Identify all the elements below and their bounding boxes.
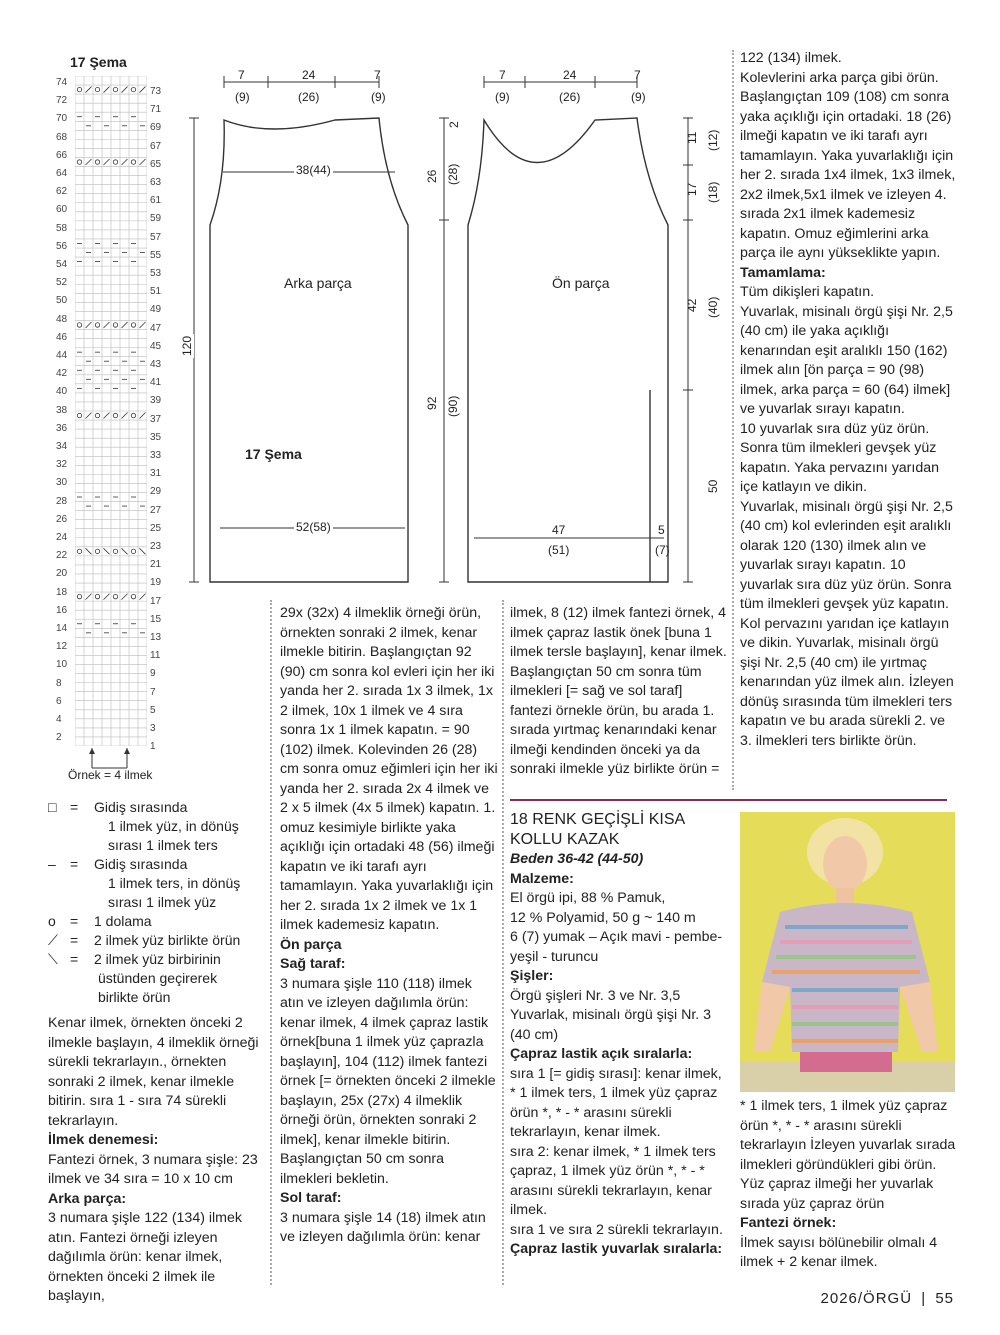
legend-text-line: Gidiş sırasında [94,799,188,815]
chart-row-label-left: 12 [56,641,68,653]
decrease-symbol [140,159,146,165]
decrease-symbol [86,548,92,554]
front-top-dim-alt-2: (26) [559,90,581,104]
paragraph: Kolevlerini arka parça gibi örün. Başlangıçtan 109 (108) cm sonra yaka açıklığı için ortadaki. 18 (26) ilmeği kapatın ve iki tarafı ayrı tamamlayın. Yaka yuvarlaklığı için her 2. sırada 1x4 ilmek, 1x3 ilmek, 2x2 ilmek,5x1 ilmek ve izleyen 4. sırada 2x1 ilmek kademesiz kapatın. Omuz eğimlerini arka parça ile aynı yükseklikte yapın. [740,69,956,261]
chart-row-label-left: 40 [56,386,68,398]
chart-row-label-right: 23 [150,541,162,552]
heading-left-side: Sol taraf: [280,1190,342,1206]
legend-symbol: o [48,913,56,929]
yarn-over-symbol [95,87,99,91]
legend-text [88,912,152,931]
back-bottom-label: 52(58) [296,520,331,534]
decrease-symbol [140,594,146,600]
yarn-over-symbol [77,594,81,598]
yarn-over-symbol [131,413,135,417]
materials-line: El örgü ipi, 88 % Pamuk, [510,890,666,906]
chart-row-label-right: 65 [150,158,162,170]
chart-row-label-left: 70 [56,113,68,125]
legend-text-line: sırası 1 ilmek ters [108,837,218,853]
chart-legend [48,798,240,1007]
decrease-symbol [104,322,110,328]
chart-row-label-right: 33 [150,450,162,461]
paragraph: 122 (134) ilmek. [740,50,842,66]
heading-gauge: İlmek denemesi: [48,1132,159,1148]
legend-text-line: üstünden geçirerek [98,970,218,986]
chart-row-label-left: 56 [56,240,68,252]
back-top-dim-1: 7 [238,68,245,82]
repeat-label: Örnek = 4 ilmek [68,768,153,782]
decrease-symbol [122,322,128,328]
decrease-symbol [140,413,146,419]
chart-row-label-right: 47 [150,322,162,334]
decrease-symbol [104,159,110,165]
decrease-symbol [86,87,92,93]
legend-text-line: 1 dolama [94,913,152,929]
chart-row-label-right: 55 [150,249,162,261]
back-piece-label: Arka parça [284,275,352,291]
chart-row-label-right: 31 [150,468,162,480]
legend-symbol: ⟋ [48,932,58,948]
chart-row-label-right: 21 [150,559,162,571]
front-top-dim-3: 7 [634,68,641,82]
chart-row-label-left: 6 [56,695,62,707]
text-column-2 [280,604,498,1248]
decrease-symbol [86,159,92,165]
front-top-dim-2: 24 [563,68,577,82]
paragraph: Yuvarlak, misinalı örgü şişi Nr. 2,5 (40 cm) kol evlerinden eşit aralıklı olarak 120 (130) ilmek alın ve yuvarlak sırayı kapatın. 10 yuvarlak sıra düz yüz örün. Sonra tüm ilmekleri gevşek yüz kapatın. Kol pervazını yarıdan içe katlayın ve dikin. Yuvarlak, misinalı örgü şişi Nr. 2,5 (40 cm) ile yırtmaç kenarından yüz ilmek alın. İzleyen dönüş sırasında tüm ilmekleri ters kapatın ve bu arada sürekli 2. ve 3. ilmekleri ters birlikte örün. [740,498,954,749]
page-number: 55 [935,1290,954,1307]
front-bottom-slit-alt: (7) [655,543,670,557]
chart-row-label-left: 36 [56,422,68,434]
chart-row-label-left: 4 [56,714,62,725]
front-body-alt: (90) [446,395,460,417]
chart-row-label-right: 1 [150,741,156,753]
legend-entry [48,931,240,950]
front-piece-schematic [420,60,730,590]
chart-row-label-left: 50 [56,295,68,307]
chart-row-label-right: 7 [150,686,156,698]
front-right-dim-6: (40) [706,296,720,318]
size-line: Beden 36-42 (44-50) [510,851,644,867]
paragraph: sıra 1 [= gidiş sırası]: kenar ilmek, * 1 ilmek ters, 1 ilmek yüz çapraz örün *, * - * arasını sürekli tekrarlayın, kenar ilmek. [510,1065,722,1140]
chart-row-label-left: 10 [56,659,68,671]
paragraph: Kenar ilmek, örnekten önceki 2 ilmekle başlayın, 4 ilmeklik örneği sürekli tekrarlayın., örnekten sonraki 2 ilmek, kenar ilmekle bitirin. sıra 1 - sıra 74 sürekli tekrarlayın. [48,1015,259,1129]
chart-row-label-left: 74 [56,77,68,88]
decrease-symbol [122,548,128,554]
chart-row-label-right: 15 [150,613,162,625]
legend-text [88,798,239,855]
legend-text-line: 2 ilmek yüz birbirinin [94,951,221,967]
chart-row-label-right: 73 [150,86,162,97]
yarn-over-symbol [131,87,135,91]
column-divider [732,50,734,790]
needles-line: Yuvarlak, misinalı örgü şişi Nr. 3 [510,1007,712,1023]
chart-row-label-left: 46 [56,331,68,343]
yarn-over-symbol [113,549,117,553]
text-column-4b [740,1097,956,1273]
heading-right-side: Sağ taraf: [280,956,346,972]
section-title-line1: 18 RENK GEÇİŞLİ KISA [510,811,686,828]
chart-row-label-left: 62 [56,186,68,198]
yarn-over-symbol [131,549,135,553]
front-right-dim-1: 11 [685,131,699,144]
column-divider [270,600,272,1285]
chart-row-label-right: 3 [150,723,156,734]
chart-row-label-right: 69 [150,122,162,134]
legend-text-line: sırası 1 ilmek yüz [108,894,217,910]
front-bottom-main: 47 [552,523,566,537]
back-piece-schematic [180,60,420,590]
front-neck-drop: 2 [447,121,461,128]
back-top-dim-alt-2: (26) [298,90,320,104]
chart-row-label-left: 32 [56,459,68,471]
chart-row-label-left: 38 [56,404,68,416]
front-top-dim-alt-3: (9) [631,90,646,104]
chart-row-label-right: 19 [150,577,162,589]
legend-symbol: – [48,856,56,872]
chart-row-label-right: 59 [150,213,162,225]
front-piece-label: Ön parça [552,275,610,291]
chart-row-label-left: 2 [56,732,62,744]
legend-equals: = [70,932,79,948]
back-width-label: 38(44) [296,163,331,177]
yarn-over-symbol [77,549,81,553]
decrease-symbol [86,322,92,328]
chart-row-label-right: 35 [150,431,162,443]
decrease-symbol [104,548,110,554]
legend-equals: = [70,951,79,967]
front-armhole-alt: (28) [446,163,460,185]
column-divider [502,600,504,1285]
chart-row-label-left: 8 [56,677,62,689]
paragraph: Tüm dikişleri kapatın. [740,284,875,300]
chart-row-label-right: 61 [150,195,162,207]
chart-title: 17 Şema [70,54,127,70]
chart-row-label-left: 54 [56,259,68,270]
back-top-dim-3: 7 [374,68,381,82]
chart-row-label-left: 24 [56,532,68,543]
legend-entry [48,855,240,912]
chart-row-label-left: 30 [56,477,68,489]
chart-row-label-left: 28 [56,495,68,507]
legend-entry [48,798,240,855]
front-top-dim-1: 7 [499,68,506,82]
heading-pattern: Fantezi örnek: [740,1215,837,1231]
legend-entry [48,912,240,931]
front-right-dim-2: (12) [706,129,720,151]
front-right-dim-4: (18) [706,181,720,203]
issue-label: 2026/ÖRGÜ [820,1290,913,1307]
chart-row-label-left: 20 [56,568,68,580]
chart-row-label-right: 17 [150,595,162,607]
chart-row-label-left: 44 [56,350,68,361]
chart-row-label-left: 34 [56,441,68,452]
yarn-over-symbol [95,549,99,553]
yarn-over-symbol [77,160,81,164]
decrease-symbol [140,322,146,328]
heading-rib-round: Çapraz lastik yuvarlak sıralarla: [510,1241,723,1257]
chart-row-label-left: 14 [56,623,68,634]
chart-row-label-right: 49 [150,304,162,316]
decrease-symbol [122,159,128,165]
chart-row-label-right: 71 [150,104,162,116]
decrease-symbol [122,594,128,600]
paragraph: 3 numara şişle 110 (118) ilmek atın ve izleyen dağılımla örün: kenar ilmek, 4 ilmek çapraz lastik örnek[buna 1 ilmek yüz çaprazla başlayın], 104 (112) ilmek fantezi örnek [= örnekten önceki 2 ilmekle başlayın, 25x (27x) 4 ilmeklik örneği örün, örnekten sonraki 2 ilmek], kenar ilmekle bitirin. Başlangıçtan 50 cm sonra ilmekleri bekletin. [280,975,496,1187]
decrease-symbol [122,87,128,93]
chart-row-label-right: 53 [150,268,162,279]
page-footer [821,1290,954,1307]
chart-row-label-left: 22 [56,550,68,562]
legend-text [88,855,240,912]
chart-row-label-right: 67 [150,140,162,152]
legend-equals: = [70,913,79,929]
paragraph: 10 yuvarlak sıra düz yüz örün. Sonra tüm ilmekleri gevşek yüz kapatın. Yaka pervazını yarıdan içe katlayın ve dikin. [740,420,940,495]
model-photo [740,812,955,1092]
chart-row-label-right: 51 [150,286,162,298]
yarn-over-symbol [113,87,117,91]
paragraph: 3 numara şişle 14 (18) ilmek atın ve izleyen dağılımla örün: kenar [280,1209,486,1245]
chart-row-label-right: 11 [150,650,161,662]
legend-text-line: 1 ilmek ters, in dönüş [108,875,241,891]
front-bottom-main-alt: (51) [548,543,570,557]
decrease-symbol [104,594,110,600]
chart-row-label-left: 16 [56,604,68,616]
front-right-dim-7: 50 [706,479,720,493]
needles-line: Örgü şişleri Nr. 3 ve Nr. 3,5 [510,987,681,1004]
chart-row-label-left: 52 [56,277,68,289]
materials-line: 6 (7) yumak – Açık mavi - pembe- [510,929,723,945]
chart-row-label-right: 5 [150,704,156,716]
legend-text-line: Gidiş sırasında [94,856,188,872]
chart-row-label-right: 39 [150,395,162,407]
chart-row-label-left: 58 [56,222,68,234]
yarn-over-symbol [95,160,99,164]
yarn-over-symbol [113,160,117,164]
yarn-over-symbol [131,323,135,327]
yarn-over-symbol [95,413,99,417]
materials-line: yeşil - turuncu [510,948,599,965]
chart-row-label-left: 68 [56,131,68,143]
legend-equals: = [70,799,79,815]
chart-row-label-right: 43 [150,359,162,370]
text-column-3 [510,604,728,780]
text-column-1 [48,1014,266,1307]
footer-separator: | [921,1290,927,1307]
front-bottom-slit: 5 [658,523,665,537]
yarn-over-symbol [113,323,117,327]
legend-symbol: □ [48,799,57,815]
needles-line: (40 cm) [510,1026,559,1043]
heading-front-piece: Ön parça [280,936,342,953]
chart-row-label-right: 27 [150,504,162,516]
chart-row-label-left: 60 [56,204,68,216]
yarn-over-symbol [113,413,117,417]
decrease-symbol [122,413,128,419]
front-right-dim-5: 42 [685,298,699,312]
legend-entry [48,950,240,1007]
decrease-symbol [140,87,146,93]
model-sweater-illustration [740,812,955,1092]
section-divider [510,799,947,801]
chart-row-label-right: 25 [150,522,162,534]
paragraph: 29x (32x) 4 ilmeklik örneği örün, örnekten sonraki 2 ilmek, kenar ilmekle bitirin. Başlangıçtan 92 (90) cm sonra kol evleri için her iki yanda her 2. sırada 1x 3 ilmek, 1x 2 ilmek, 10x 1 ilmek ve 4 sıra sonra 1x 1 ilmek kapatın. = 90 (102) ilmek. Kolevinden 26 (28) cm sonra omuz eğimleri için her iki yanda her 2. sırada 2x 4 ilmek ve 2 x 5 ilmek (4x 5 ilmek) kapatın. 1. omuz kesimiyle birlikte yaka açıklığı için ortadaki 48 (56) ilmeği kapatın ve iki tarafı ayrı tamamlayın. Yaka yuvarlaklığı için her 2. sırada 1x 2 ilmek ve 1x 1 ilmek kademesiz kapatın. [280,605,498,933]
front-right-dim-3: 17 [685,182,699,196]
legend-text-line: 2 ilmek yüz birlikte örün [94,932,241,948]
paragraph: Yuvarlak, misinalı örgü şişi Nr. 2,5 (40 cm) ile yaka açıklığı kenarından eşit aralıklı 150 (162) ilmek alın [ön parça = 90 (98) ilmek, arka parça = 60 (64) ilmek] ve yuvarlak sırayı kapatın. [740,303,953,417]
chart-row-label-left: 72 [56,95,68,107]
paragraph: sıra 1 ve sıra 2 sürekli tekrarlayın. [510,1221,723,1238]
back-height-label: 120 [180,335,194,356]
text-column-4 [740,49,956,751]
paragraph: sıra 2: kenar ilmek, * 1 ilmek ters çapraz, 1 ilmek yüz örün *, * - * arasını sürekli tekrarlayın, kenar ilmek. [510,1143,716,1218]
legend-text-line: birlikte örün [98,989,171,1005]
chart-row-label-right: 9 [150,668,156,680]
chart-row-label-left: 64 [56,168,68,179]
paragraph: İlmek sayısı bölünebilir olmalı 4 ilmek + 2 kenar ilmek. [740,1234,938,1270]
yarn-over-symbol [95,323,99,327]
back-chart-ref: 17 Şema [245,446,302,462]
chart-row-label-right: 41 [150,377,162,389]
chart-row-label-right: 57 [150,231,162,243]
yarn-over-symbol [131,594,135,598]
section-title-line2: KOLLU KAZAK [510,831,620,848]
paragraph: ilmek, 8 (12) ilmek fantezi örnek, 4 ilmek çapraz lastik önek [buna 1 ilmek tersle başlayın], kenar ilmek. Başlangıçtan 50 cm sonra tüm ilmekleri [= sağ ve sol taraf] fantezi örnekle örün, bu arada 1. sırada yırtmaç kenarındaki kenar ilmeği kendinden önceki ya da sonraki ilmekle yüz birlikte örün = [510,605,727,777]
legend-symbol: ⟍ [48,951,58,967]
repeat-arrows [85,746,145,770]
front-top-dim-alt-1: (9) [495,90,510,104]
chart-row-label-left: 42 [56,368,68,380]
back-top-dim-2: 24 [302,68,316,82]
back-top-dim-alt-3: (9) [371,90,386,104]
legend-text [88,950,221,1007]
yarn-over-symbol [113,594,117,598]
legend-text [88,931,240,950]
legend-text-line: 1 ilmek yüz, in dönüş [108,818,239,834]
heading-materials: Malzeme: [510,870,574,887]
front-body: 92 [425,396,439,410]
yarn-over-symbol [95,594,99,598]
back-top-dim-alt-1: (9) [235,90,250,104]
heading-finishing: Tamamlama: [740,264,826,281]
heading-rib: Çapraz lastik açık sıralarla: [510,1046,693,1062]
yarn-over-symbol [77,413,81,417]
yarn-over-symbol [77,87,81,91]
materials-line: 12 % Polyamid, 50 g ~ 140 m [510,909,696,926]
paragraph: 3 numara şişle 122 (134) ilmek atın. Fantezi örneği izleyen dağılımla örün: kenar ilmek, örnekten önceki 2 ilmek ile başlayın, [48,1210,242,1304]
yarn-over-symbol [77,323,81,327]
decrease-symbol [86,594,92,600]
legend-equals: = [70,856,79,872]
yarn-over-symbol [131,160,135,164]
decrease-symbol [104,413,110,419]
chart-row-label-right: 13 [150,632,162,643]
knitting-chart-grid [75,76,147,746]
chart-row-label-left: 48 [56,313,68,325]
chart-row-label-right: 37 [150,413,162,425]
heading-back-piece: Arka parça: [48,1190,127,1207]
chart-row-label-right: 45 [150,340,162,352]
section-18 [510,810,728,1260]
chart-row-label-left: 26 [56,513,68,525]
paragraph: * 1 ilmek ters, 1 ilmek yüz çapraz örün *, * - * arasını sürekli tekrarlayın İzleyen yuvarlak sırada ilmekleri göründükleri gibi örün. Yüz çapraz ilmeği her yuvarlak sırada yüz çapraz örün [740,1098,956,1212]
decrease-symbol [104,87,110,93]
front-armhole: 26 [425,169,439,183]
heading-needles: Şişler: [510,968,554,984]
chart-row-label-left: 18 [56,586,68,598]
paragraph: Fantezi örnek, 3 numara şişle: 23 ilmek ve 34 sıra = 10 x 10 cm [48,1151,258,1187]
decrease-symbol [140,548,146,554]
decrease-symbol [86,413,92,419]
chart-row-label-right: 29 [150,486,162,498]
chart-row-label-right: 63 [150,177,162,188]
chart-row-label-left: 66 [56,149,68,161]
